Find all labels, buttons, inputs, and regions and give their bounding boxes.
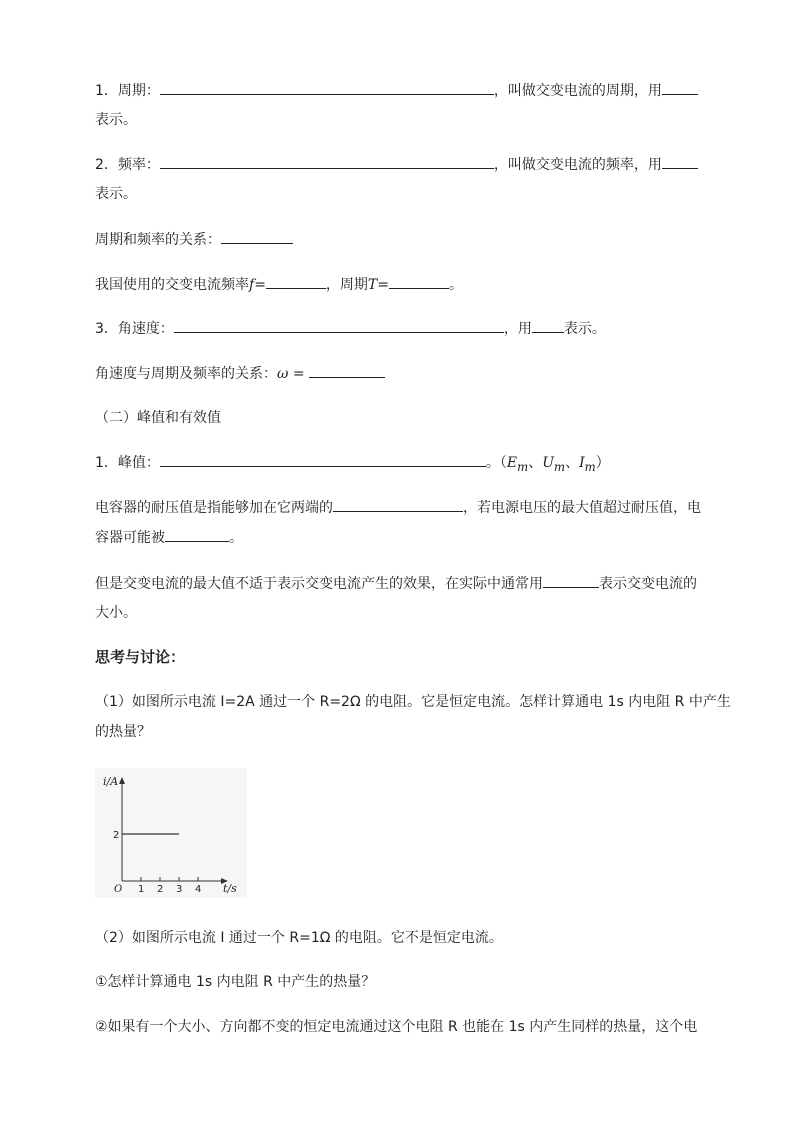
question-2a — [95, 972, 375, 992]
effective-text: 但是交变电流的最大值不适于表示交变电流产生的效果，在实际中通常用 — [95, 576, 543, 592]
capacitor-text-3: 容器可能被 — [95, 530, 165, 546]
question-2-text: （2）如图所示电流 I 通过一个 R=1Ω 的电阻。它不是恒定电流。 — [95, 930, 503, 946]
period-blank[interactable] — [160, 80, 494, 95]
period-tail: 表示。 — [95, 112, 137, 128]
omega-symbol: ω — [277, 366, 289, 382]
equals: = — [288, 366, 310, 382]
capacitor-text: 电容器的耐压值是指能够加在它两端的 — [95, 500, 333, 516]
frequency-tail: 表示。 — [95, 186, 137, 202]
question-1-text-2: 的热量？ — [95, 724, 151, 740]
x-tick-label: 3 — [176, 884, 183, 895]
capacitor-text-2: ，若电源电压的最大值超过耐压值，电 — [463, 500, 701, 516]
period-frequency-relation — [95, 229, 293, 250]
china-period-blank[interactable] — [389, 274, 449, 289]
frequency-label: 2．频率： — [95, 157, 160, 173]
x-tick-label: 2 — [157, 884, 164, 895]
question-1-line-2 — [95, 722, 151, 742]
china-frequency-label: 我国使用的交变电流频率 — [95, 277, 249, 293]
question-2a-text: ①怎样计算通电 1s 内电阻 R 中产生的热量？ — [95, 974, 376, 990]
angular-relation-blank[interactable] — [309, 363, 385, 378]
im-sub: m — [584, 459, 596, 474]
t-symbol: T — [367, 277, 378, 293]
effective-text-2: 表示交变电流的 — [599, 576, 697, 592]
period-end: 。 — [449, 277, 463, 293]
think-heading: 思考与讨论： — [95, 648, 186, 666]
think-title — [95, 647, 185, 667]
peak-paren-open: 。（ — [485, 455, 507, 471]
peak-blank[interactable] — [160, 452, 486, 467]
separator: 、 — [528, 455, 543, 471]
section-heading: （二）峰值和有效值 — [95, 410, 221, 426]
period-desc: ，叫做交变电流的周期，用 — [493, 83, 662, 99]
peak-line — [95, 452, 610, 477]
section-title — [95, 408, 221, 428]
angular-velocity-tail: 表示。 — [563, 321, 606, 337]
f-symbol: f — [249, 277, 255, 293]
y-axis-arrow — [119, 777, 125, 784]
x-tick-label: 4 — [195, 884, 202, 895]
y-axis-label: i/A — [103, 775, 119, 788]
angular-velocity-desc: ，用 — [503, 321, 532, 337]
equals: = — [377, 277, 389, 293]
peak-label: 1．峰值： — [95, 455, 160, 471]
question-1 — [95, 692, 731, 712]
capacitor-line — [95, 497, 701, 518]
angular-relation-line — [95, 363, 385, 384]
em-symbol: E — [506, 455, 518, 471]
angular-velocity-label: 3．角速度： — [95, 321, 174, 337]
period-line — [95, 80, 698, 101]
question-2b-text: ②如果有一个大小、方向都不变的恒定电流通过这个电阻 R 也能在 1s 内产生同样的热量，这个电 — [95, 1019, 698, 1035]
frequency-line-2 — [95, 184, 137, 204]
china-frequency-blank[interactable] — [266, 274, 326, 289]
separator: 、 — [565, 455, 580, 471]
angular-symbol-blank[interactable] — [532, 318, 564, 333]
effective-line-2 — [95, 603, 137, 623]
im-symbol: I — [579, 455, 585, 471]
x-tick-label: 1 — [138, 884, 145, 895]
current-graph — [95, 768, 247, 898]
capacitor-blank[interactable] — [333, 497, 463, 512]
period-line-2 — [95, 110, 137, 130]
effective-end: 大小。 — [95, 605, 137, 621]
frequency-line — [95, 154, 698, 175]
capacitor-end: 。 — [229, 530, 243, 546]
frequency-desc: ，叫做交变电流的频率，用 — [493, 157, 662, 173]
x-axis-label: t/s — [223, 882, 237, 895]
relation-label: 周期和频率的关系： — [95, 232, 221, 248]
effective-line — [95, 573, 697, 594]
capacitor-line-2 — [95, 527, 243, 548]
um-sub: m — [554, 459, 566, 474]
frequency-blank[interactable] — [160, 154, 494, 169]
um-symbol: U — [542, 455, 555, 471]
angular-velocity-blank[interactable] — [174, 318, 504, 333]
equals: = — [254, 277, 266, 293]
current-graph-svg — [95, 768, 247, 898]
origin-label: O — [114, 884, 123, 895]
period-symbol-blank[interactable] — [662, 80, 698, 95]
capacitor-blank-2[interactable] — [165, 527, 229, 542]
y-tick-label: 2 — [113, 830, 120, 841]
angular-velocity-line — [95, 318, 606, 339]
relation-blank[interactable] — [221, 229, 293, 244]
peak-paren-close: ） — [595, 455, 610, 471]
angular-relation-label: 角速度与周期及频率的关系： — [95, 366, 277, 382]
china-period-label: ，周期 — [325, 277, 368, 293]
em-sub: m — [517, 459, 529, 474]
question-1-text: （1）如图所示电流 I=2A 通过一个 R=2Ω 的电阻。它是恒定电流。怎样计算通电 1s 内电阻 R 中产生 — [95, 694, 731, 710]
frequency-symbol-blank[interactable] — [662, 154, 698, 169]
period-label: 1．周期： — [95, 83, 160, 99]
question-2 — [95, 928, 503, 948]
question-2b — [95, 1017, 697, 1037]
china-frequency-line — [95, 274, 463, 295]
effective-blank[interactable] — [543, 573, 599, 588]
